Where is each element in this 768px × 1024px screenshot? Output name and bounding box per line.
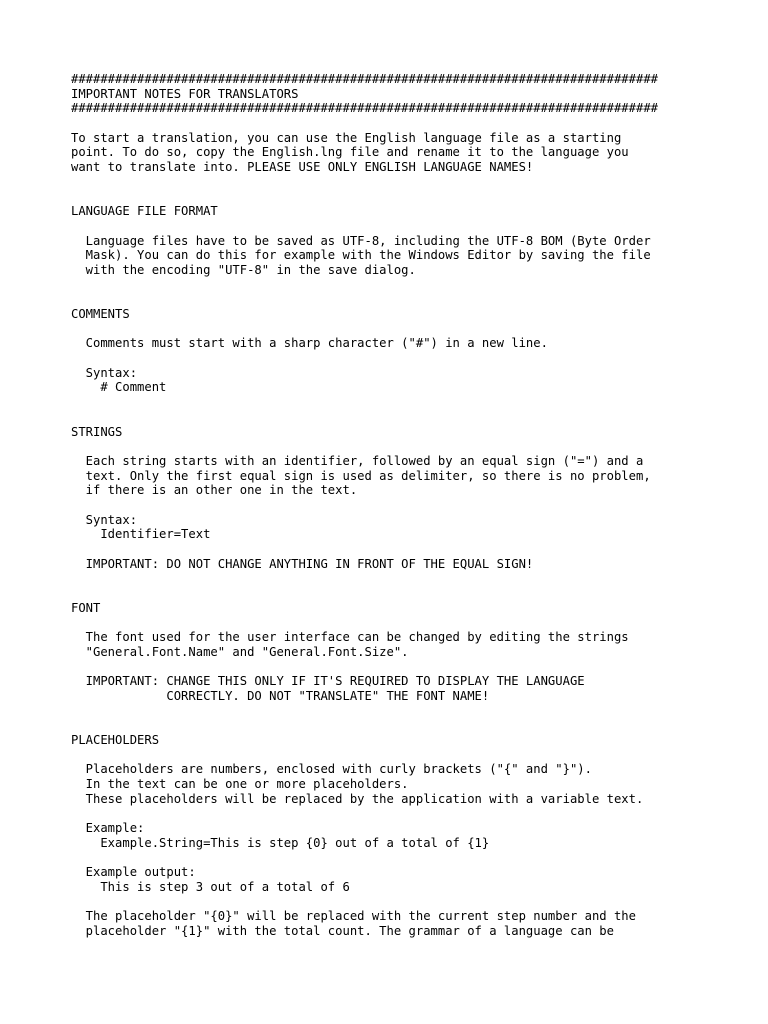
text-line: with the encoding "UTF-8" in the save dialog. [71,262,416,277]
text-line: point. To do so, copy the English.lng file and rename it to the language you [71,145,629,160]
text-line: PLACEHOLDERS [71,732,160,747]
text-line: Syntax: [71,512,138,527]
text-line: IMPORTANT NOTES FOR TRANSLATORS [71,86,299,101]
blank-line [71,660,761,675]
text-line: COMMENTS [71,307,130,321]
blank-line [71,351,761,366]
document-text [71,72,761,939]
text-line: In the text can be one or more placeholders. [71,777,409,791]
blank-line [71,395,761,410]
text-line: if there is an other one in the text. [71,483,358,498]
blank-line [71,748,761,763]
text-line: The placeholder "{0}" will be replaced with the current step number and the [71,909,636,924]
text-line: The font used for the user interface can be changed by editing the strings [71,630,629,645]
blank-line [71,704,761,719]
text-line: IMPORTANT: DO NOT CHANGE ANYTHING IN FRONT OF THE EQUAL SIGN! [71,556,534,571]
blank-line [71,322,761,337]
text-line: Mask). You can do this for example with the Windows Editor by saving the file [71,248,651,263]
blank-line [71,806,761,821]
blank-line [71,571,761,586]
text-line: Comments must start with a sharp character ("#") in a new line. [71,336,548,351]
blank-line [71,718,761,733]
text-line: Example: [71,821,145,836]
text-line: LANGUAGE FILE FORMAT [71,204,218,219]
text-line: ################################################################################ [71,101,658,116]
blank-line [71,850,761,865]
text-line: CORRECTLY. DO NOT "TRANSLATE" THE FONT NAME! [71,688,490,703]
text-line: Placeholders are numbers, enclosed with curly brackets ("{" and "}"). [71,762,592,777]
text-line: These placeholders will be replaced by the application with a variable text. [71,791,644,806]
text-line: # Comment [71,380,167,395]
text-line: Example.String=This is step {0} out of a total of {1} [71,835,490,850]
text-line: Each string starts with an identifier, followed by an equal sign ("=") and a [71,453,644,468]
text-line: want to translate into. PLEASE USE ONLY ENGLISH LANGUAGE NAMES! [71,160,534,175]
text-line: Example output: [71,865,196,880]
text-line: Language files have to be saved as UTF-8, including the UTF-8 BOM (Byte Order [71,233,651,248]
blank-line [71,498,761,513]
text-line: To start a translation, you can use the English language file as a starting [71,130,622,145]
blank-line [71,292,761,307]
blank-line [71,278,761,293]
text-line: Identifier=Text [71,527,211,542]
text-line: FONT [71,600,101,615]
blank-line [71,190,761,205]
blank-line [71,175,761,190]
text-line: text. Only the first equal sign is used as delimiter, so there is no problem, [71,468,651,483]
blank-line [71,542,761,557]
text-line: This is step 3 out of a total of 6 [71,879,350,894]
text-line: placeholder "{1}" with the total count. The grammar of a language can be [71,923,614,938]
text-line: IMPORTANT: CHANGE THIS ONLY IF IT'S REQUIRED TO DISPLAY THE LANGUAGE [71,674,585,689]
blank-line [71,586,761,601]
blank-line [71,439,761,454]
text-line: ################################################################################ [71,72,658,86]
blank-line [71,895,761,910]
blank-line [71,116,761,131]
text-line: STRINGS [71,424,123,439]
text-line: Syntax: [71,365,138,380]
blank-line [71,410,761,425]
blank-line [71,219,761,234]
blank-line [71,615,761,630]
text-line: "General.Font.Name" and "General.Font.Size". [71,644,409,659]
